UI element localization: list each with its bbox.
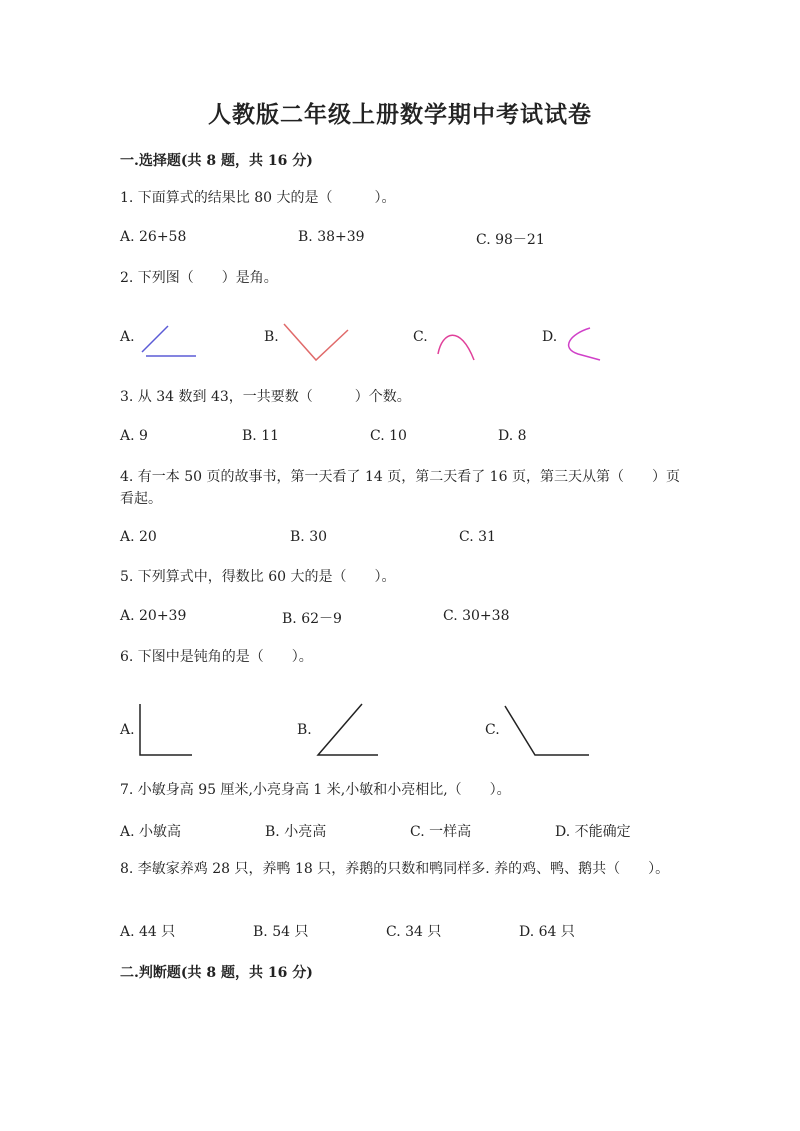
question-8: 8. 李敏家养鸡 28 只，养鸭 18 只，养鹅的只数和鸭同样多. 养的鸡、鸭、鹅共（ ）。 (120, 861, 670, 877)
q6-figure-c-obtuse-angle-icon (503, 704, 593, 758)
q7-option-b[interactable]: B. 小亮高 (265, 824, 327, 840)
question-5: 5. 下列算式中，得数比 60 大的是（ ）。 (120, 569, 396, 585)
q6-figure-a-right-angle-icon (138, 702, 194, 758)
q2-figure-d-curve-icon (562, 324, 606, 364)
question-2: 2. 下列图（ ）是角。 (120, 270, 278, 286)
q8-option-d[interactable]: D. 64 只 (519, 924, 575, 940)
q3-option-d[interactable]: D. 8 (498, 428, 527, 444)
q7-option-a[interactable]: A. 小敏高 (120, 824, 182, 840)
q8-option-b[interactable]: B. 54 只 (253, 924, 309, 940)
q3-option-a[interactable]: A. 9 (120, 428, 148, 444)
section-heading-judgement: 二.判断题(共 8 题，共 16 分) (120, 965, 313, 981)
page-title: 人教版二年级上册数学期中考试试卷 (208, 101, 592, 128)
q2-option-d[interactable]: D. (542, 329, 558, 345)
q3-option-b[interactable]: B. 11 (242, 428, 280, 444)
q4-option-b[interactable]: B. 30 (290, 529, 328, 545)
q6-option-c[interactable]: C. (485, 722, 500, 738)
q2-option-b[interactable]: B. (264, 329, 279, 345)
section-heading-choice: 一.选择题(共 8 题，共 16 分) (120, 153, 313, 169)
q6-figure-b-acute-angle-icon (316, 702, 382, 758)
question-1: 1. 下面算式的结果比 80 大的是（ ）。 (120, 190, 396, 206)
q2-figure-a-angle-icon (140, 320, 200, 360)
q2-option-c[interactable]: C. (413, 329, 428, 345)
q8-option-c[interactable]: C. 34 只 (386, 924, 442, 940)
q2-figure-b-angle-icon (282, 320, 352, 364)
q1-option-a[interactable]: A. 26+58 (120, 229, 187, 245)
q1-option-b[interactable]: B. 38+39 (298, 229, 365, 245)
q3-option-c[interactable]: C. 10 (370, 428, 407, 444)
question-7: 7. 小敏身高 95 厘米,小亮身高 1 米,小敏和小亮相比,（ ）。 (120, 782, 511, 798)
q8-option-a[interactable]: A. 44 只 (120, 924, 176, 940)
question-4: 4. 有一本 50 页的故事书，第一天看了 14 页，第二天看了 16 页，第三天从第（ ）页看起。 (120, 469, 680, 507)
question-6: 6. 下图中是钝角的是（ ）。 (120, 649, 313, 665)
q7-option-d[interactable]: D. 不能确定 (555, 824, 631, 840)
q6-option-b[interactable]: B. (297, 722, 312, 738)
q1-option-c[interactable]: C. 98－21 (476, 232, 545, 248)
q4-option-a[interactable]: A. 20 (120, 529, 157, 545)
q5-option-b[interactable]: B. 62－9 (282, 611, 342, 627)
q5-option-c[interactable]: C. 30+38 (443, 608, 510, 624)
q4-option-c[interactable]: C. 31 (459, 529, 496, 545)
q2-option-a[interactable]: A. (120, 329, 135, 345)
q5-option-a[interactable]: A. 20+39 (120, 608, 187, 624)
q2-figure-c-curve-icon (434, 324, 480, 364)
q7-option-c[interactable]: C. 一样高 (410, 824, 472, 840)
question-3: 3. 从 34 数到 43，一共要数（ ）个数。 (120, 389, 411, 405)
q6-option-a[interactable]: A. (120, 722, 135, 738)
